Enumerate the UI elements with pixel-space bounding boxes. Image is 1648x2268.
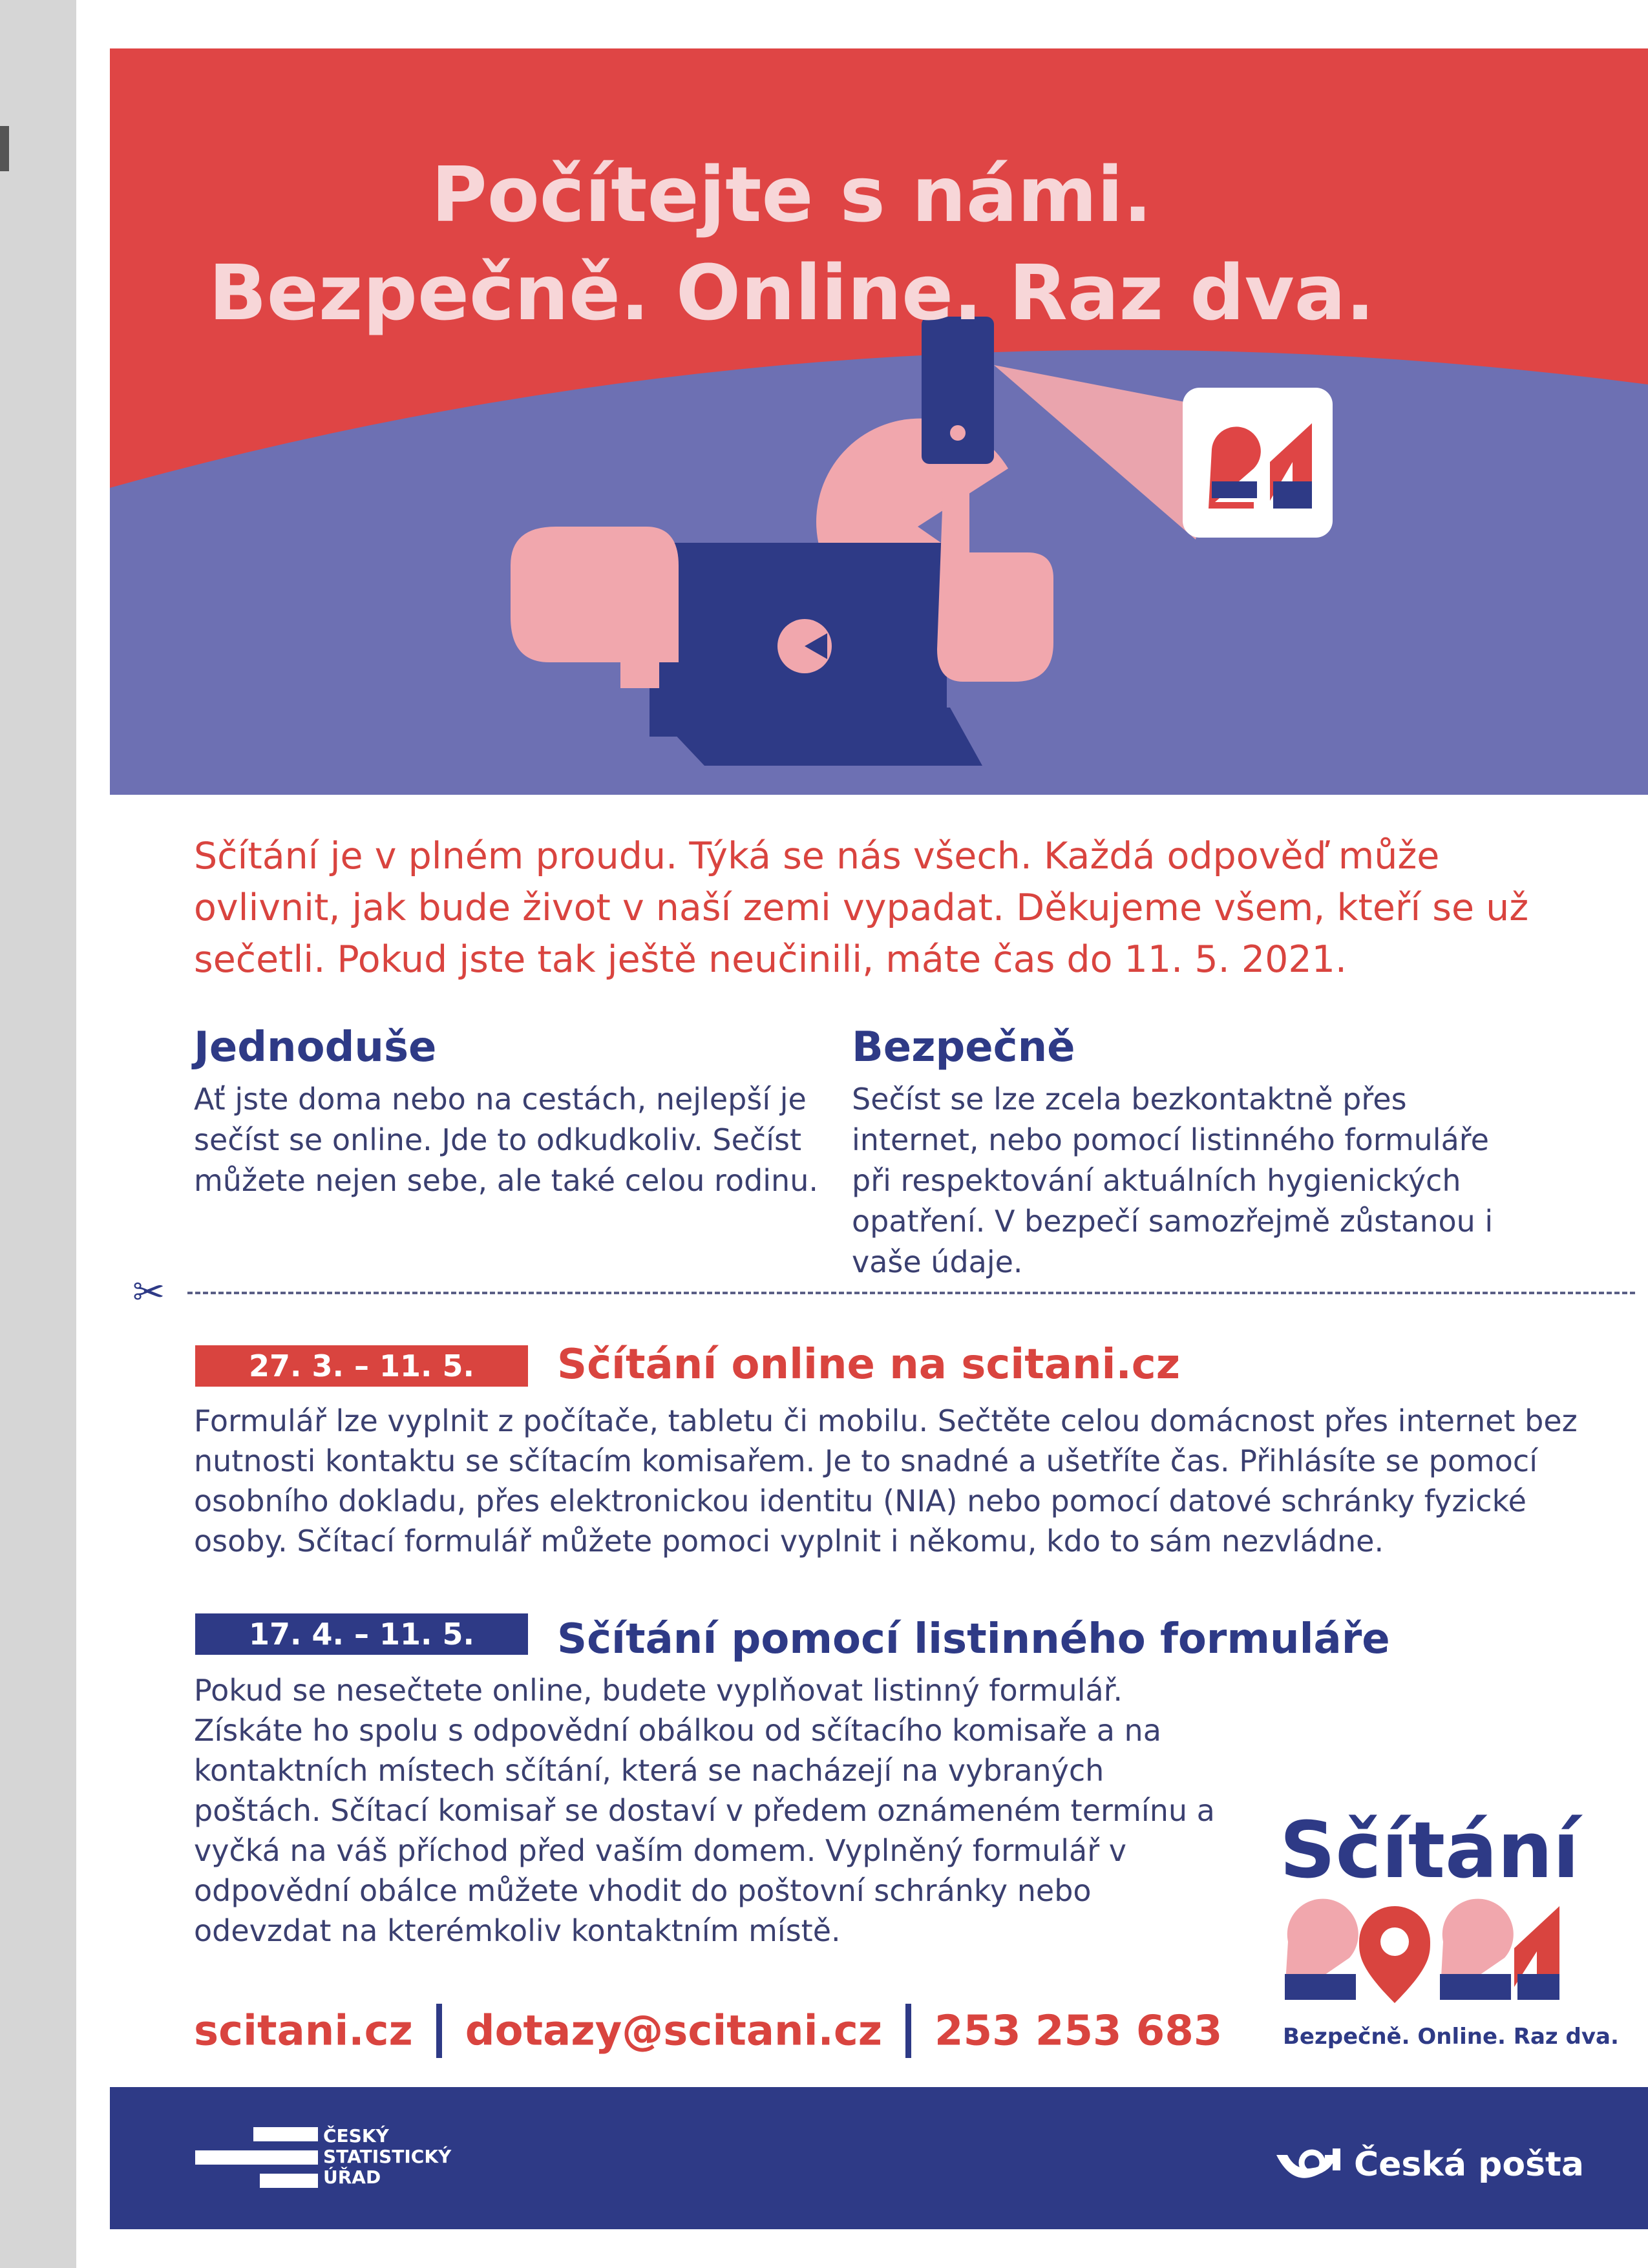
column-bezpecne (852, 1021, 1517, 1283)
section-text-paper: Pokud se nesečtete online, budete vyplňovat listinný formulář. Získáte ho spolu s odpovědní obálkou od sčítacího komisaře a na kontaktních místech sčítání, která se nacházejí na vybraných poštách. Sčítací komisař se dostaví v předem oznámeném termínu a vyčká na váš příchod před vaším domem. Vyplněný formulář v odpovědní obálce můžete vhodit do poštovní schránky nebo odevzdat na kterémkoliv kontaktním místě. (194, 1673, 1215, 1948)
date-badge-online: 27. 3. – 11. 5. (195, 1345, 528, 1387)
date-badge-paper: 17. 4. – 11. 5. (195, 1613, 528, 1655)
csu-line1: ČESKÝ (323, 2125, 389, 2147)
section-title-online: Sčítání online na scitani.cz (557, 1341, 1180, 1389)
hero-title-line1: Počítejte s námi. (431, 150, 1152, 239)
ceska-posta-horn-icon (1273, 2148, 1344, 2187)
scan-edge-mark (0, 126, 9, 171)
cut-line (187, 1292, 1635, 1294)
column-heading: Bezpečně (852, 1024, 1075, 1071)
logo-2021-icon (1282, 1896, 1566, 2006)
contact-web-link[interactable]: scitani.cz (194, 2007, 413, 2055)
csu-line3: ÚŘAD (323, 2167, 381, 2188)
hero-title-line2: Bezpečně. Online. Raz dva. (208, 248, 1375, 337)
csu-logo-text (323, 2126, 451, 2188)
section-text-online: Formulář lze vyplnit z počítače, tabletu či mobilu. Sečtěte celou domácnost přes internet bez nutnosti kontaktu se sčítacím komisařem. Je to snadné a ušetříte čas. Přihlásíte se pomocí osobního dokladu, přes elektronickou identitu (NIA) nebo pomocí datové schránky fyzické osoby. Sčítací formulář můžete pomoci vyplnit i někomu, kdo to sám nezvládne. (194, 1403, 1578, 1559)
census-21-badge-icon (1183, 388, 1333, 538)
column-jednoduse (194, 1021, 860, 1201)
ceska-posta-logo-text: Česká pošta (1354, 2145, 1585, 2184)
hero-title (110, 145, 1474, 342)
section-title-paper: Sčítání pomocí listinného formuláře (557, 1615, 1390, 1663)
contact-separator (436, 2004, 442, 2058)
csu-line2: STATISTICKÝ (323, 2146, 452, 2167)
contact-phone: 253 253 683 (935, 2007, 1223, 2055)
logo-tagline: Bezpečně. Online. Raz dva. (1283, 2024, 1619, 2050)
column-text: Sečíst se lze zcela bezkontaktně přes internet, nebo pomocí listinného formuláře při respektování aktuálních hygienických opatření. V bezpečí samozřejmě zůstanou i vaše údaje. (852, 1082, 1494, 1279)
footer-band (110, 2087, 1648, 2229)
column-text: Ať jste doma nebo na cestách, nejlepší je sečíst se online. Jde to odkudkoliv. Sečíst můžete nejen sebe, ale také celou rodinu. (194, 1082, 818, 1198)
column-heading: Jednoduše (194, 1024, 437, 1071)
scissors-icon: ✂ (132, 1270, 165, 1315)
contact-separator (905, 2004, 911, 2058)
contact-line (194, 1997, 1222, 2061)
contact-email-link[interactable]: dotazy@scitani.cz (465, 2007, 883, 2055)
hero-banner (110, 48, 1648, 795)
csu-stripes-logo-icon (195, 2127, 318, 2189)
intro-paragraph: Sčítání je v plném proudu. Týká se nás všech. Každá odpověď může ovlivnit, jak bude život v naší zemi vypadat. Děkujeme všem, kteří se už sečetli. Pokud jste tak ještě neučinili, máte čas do 11. 5. 2021. (194, 835, 1529, 981)
logo-wordmark: Sčítání (1280, 1806, 1579, 1896)
